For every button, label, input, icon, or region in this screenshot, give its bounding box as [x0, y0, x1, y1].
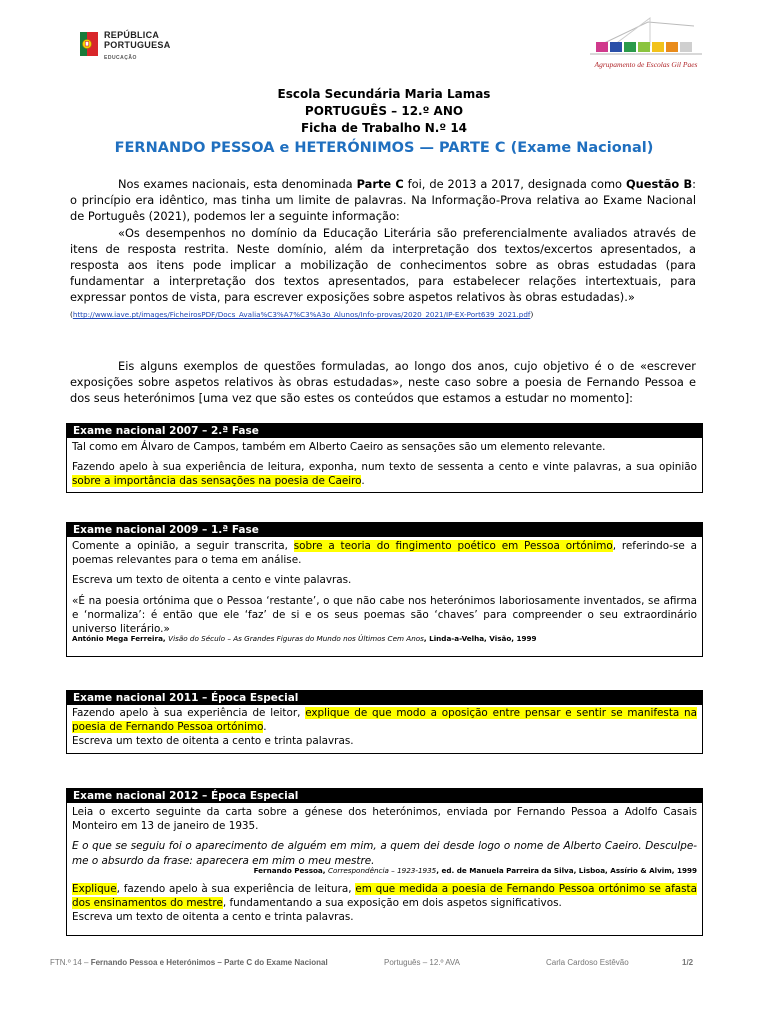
- intro-text-c: foi, de 2013 a 2017, designada como: [403, 177, 626, 191]
- source-author: Fernando Pessoa,: [253, 865, 328, 875]
- source-rest: , ed. de Manuela Parreira da Silva, Lisboa, Assírio & Alvim, 1999: [436, 865, 697, 875]
- exam-text: [72, 882, 697, 910]
- exam-quote: E o que se seguiu foi o aparecimento de alguém em mim, a quem dei desde logo o nome de Alberto Caeiro. Desculpe-me o absurdo da frase: aparecera em mim o meu mestre.: [72, 840, 697, 867]
- quote-source: [72, 634, 697, 644]
- republica-line2: PORTUGUESA: [104, 40, 171, 50]
- republica-text: [104, 30, 171, 63]
- intro-text-e: : o princípio era idêntico, mas tinha um limite de palavras. Na Informação-Prova relativa ao Exame Nacional de Português (2021), podemos ler a seguinte informação:: [70, 177, 696, 224]
- exam-text: [72, 460, 697, 488]
- exam-box-2012: [66, 788, 703, 936]
- exam-body: [67, 537, 702, 654]
- school-name: Escola Secundária Maria Lamas: [277, 87, 491, 101]
- source-title: Visão do Século – As Grandes Figuras do Mundo nos Últimos Cem Anos: [168, 634, 424, 644]
- exam-header: Exame nacional 2007 – 2.ª Fase: [67, 424, 702, 438]
- exam-box-2007: [66, 423, 703, 493]
- intro-text-d: Questão B: [625, 177, 693, 191]
- highlighted-text: em que medida a poesia de Fernando Pessoa ortónimo se afasta dos ensinamentos do mestre: [72, 882, 697, 910]
- exam-text: Escreva um texto de oitenta a cento e vinte palavras.: [72, 574, 352, 587]
- exam-text: Escreva um texto de oitenta a cento e trinta palavras.: [72, 911, 354, 924]
- exam-text-part: , referindo-se a poemas relevantes para o tema em análise.: [72, 540, 697, 567]
- examples-text: Eis alguns exemplos de questões formuladas, ao longo dos anos, cujo objetivo é o de «escrever exposições sobre aspetos relativos às obras estudadas», neste caso sobre a poesia de Fernando Pessoa e dos seus heterónimos [uma vez que são estes os conteúdos que estamos a estudar no momento]:: [70, 359, 696, 406]
- source-link-line: (http://www.iave.pt/images/FicheirosPDF/Docs_Avalia%C3%A7%C3%A3o_Alunos/Info-provas/2020_2021/IP-EX-Port639_2021.pdf): [70, 310, 534, 319]
- exam-header: Exame nacional 2009 – 1.ª Fase: [67, 523, 702, 537]
- intro-paragraph: [70, 176, 696, 306]
- page-number: 1/2: [682, 958, 694, 967]
- exam-text-part: .: [361, 475, 365, 488]
- exam-header: Exame nacional 2012 – Época Especial: [67, 789, 702, 803]
- exam-box-2009: [66, 522, 703, 657]
- exam-text-part: , fundamentando a sua exposição em dois aspetos significativos.: [222, 897, 562, 910]
- exam-text-part: .: [263, 721, 267, 734]
- exam-text: Leia o excerto seguinte da carta sobre a génese dos heterónimos, enviada por Fernando Pessoa a Adolfo Casais Monteiro em 13 de janeiro de 1935.: [72, 806, 697, 833]
- intro-text-a: Nos exames nacionais, esta denominada: [118, 177, 357, 191]
- exam-text: [72, 539, 697, 567]
- examples-paragraph: [70, 358, 696, 407]
- highlighted-text: sobre a importância das sensações na poesia de Caeiro: [72, 475, 362, 488]
- republica-sub: EDUCAÇÃO: [104, 55, 137, 61]
- exam-text-part: Comente a opinião, a seguir transcrita,: [72, 540, 294, 552]
- agrupamento-logo: [590, 16, 702, 72]
- exam-header: Exame nacional 2011 – Época Especial: [67, 691, 702, 705]
- footer-class: Português – 12.º AVA: [384, 958, 461, 967]
- main-title: FERNANDO PESSOA e HETERÓNIMOS — PARTE C (Exame Nacional): [114, 140, 654, 156]
- highlighted-text: sobre a teoria do fingimento poético em Pessoa ortónimo: [293, 540, 613, 552]
- exam-text: Tal como em Álvaro de Campos, também em Alberto Caeiro as sensações são um elemento relevante.: [72, 441, 606, 453]
- source-link[interactable]: http://www.iave.pt/images/FicheirosPDF/Docs_Avalia%C3%A7%C3%A3o_Alunos/Info-provas/2020_2021/IP-EX-Port639_2021.pdf: [72, 310, 531, 319]
- exam-text-part: , fazendo apelo à sua experiência de leitura,: [116, 882, 356, 895]
- footer-author: Carla Cardoso Estêvão: [546, 958, 629, 967]
- source-rest: , Linda-a-Velha, Visão, 1999: [423, 634, 537, 644]
- title-block: [0, 86, 768, 158]
- highlighted-text: Explique: [72, 882, 117, 895]
- exam-text: Escreva um texto de oitenta a cento e trinta palavras.: [72, 735, 354, 748]
- exam-body: [67, 438, 702, 493]
- footer-title: [50, 958, 328, 967]
- agrupamento-text: Agrupamento de Escolas Gil Paes: [594, 60, 698, 69]
- exam-text-part: Fazendo apelo à sua experiência de leitor,: [72, 707, 306, 719]
- exam-text: [72, 706, 697, 734]
- portugal-flag-icon: [80, 32, 98, 56]
- source-author: António Mega Ferreira,: [72, 634, 169, 644]
- intro-text-b: Parte C: [356, 177, 404, 191]
- republica-portuguesa-logo: [80, 30, 210, 66]
- republica-line1: REPÚBLICA: [104, 30, 160, 40]
- exam-body: [67, 705, 702, 753]
- exam-text-part: Fazendo apelo à sua experiência de leitura, exponha, num texto de sessenta a cento e vinte palavras, a sua opinião: [72, 461, 697, 474]
- footer-doc-title: Fernando Pessoa e Heterónimos – Parte C do Exame Nacional: [88, 958, 328, 967]
- worksheet-title: Ficha de Trabalho N.º 14: [300, 121, 468, 135]
- exam-body: [67, 803, 702, 928]
- exam-box-2011: [66, 690, 703, 754]
- intro-quote: «Os desempenhos no domínio da Educação Literária são preferencialmente avaliados através de itens de resposta restrita. Neste domínio, além da interpretação dos textos/excertos apresentados, a resposta aos itens pode implicar a mobilização de conhecimentos sobre as obras estudadas (para fundamentar a interpretação dos textos apresentados, para estabelecer relações intertextuais, para expressar pontos de vista, para escrever exposições sobre aspetos relativos às obras estudadas).»: [70, 225, 696, 305]
- highlighted-text: explique de que modo a oposição entre pensar e sentir se manifesta na poesia de Fernando Pessoa ortónimo: [72, 707, 698, 734]
- agrupamento-emblem-icon: [590, 16, 702, 60]
- subject-title: PORTUGUÊS – 12.º ANO: [304, 104, 464, 118]
- footer-ref: FTN.º 14 –: [50, 958, 89, 967]
- source-title: Correspondência – 1923-1935: [328, 865, 437, 875]
- exam-quote: «É na poesia ortónima que o Pessoa ‘restante’, o que não cabe nos heterónimos laboriosamente inventados, se afirma e ‘normaliza’: é então que ele ‘faz’ de si e os seus poemas são ‘chaves’ para compreender o seu extraordinário universo literário.»: [72, 594, 697, 636]
